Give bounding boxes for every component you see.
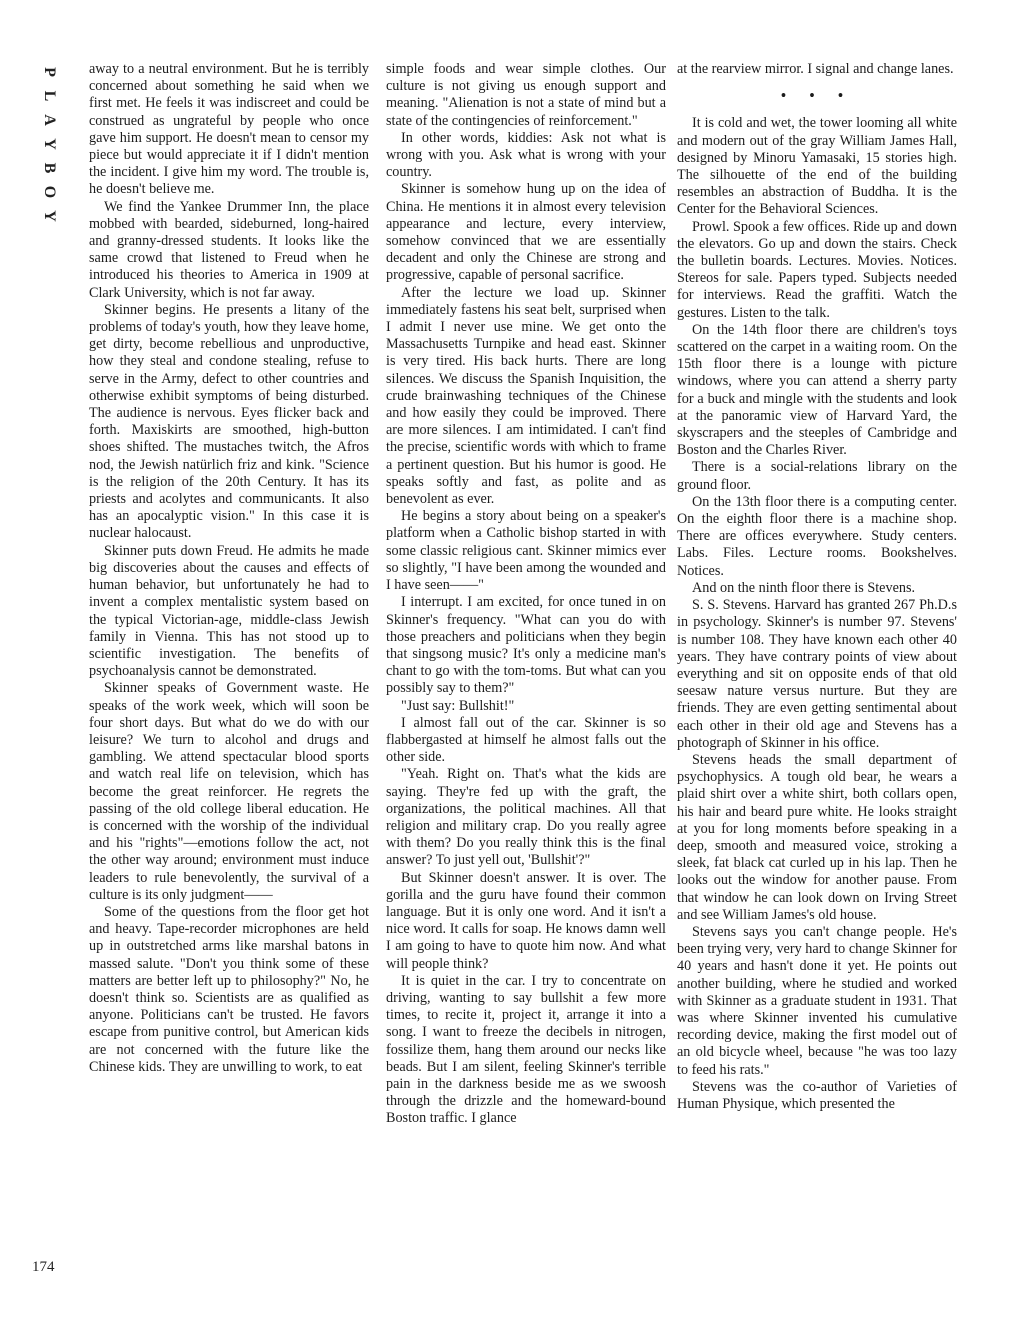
paragraph: "Just say: Bullshit!" <box>401 697 515 714</box>
paragraph: "Yeah. Right on. That's what the kids are saying. They're fed up with the graft, the organizations, the political machines. All that religion and military crap. Do you really agree with them? Do you really think this is the final answer? To just yell out, 'Bullshit'?" <box>386 766 666 869</box>
text-column-2 <box>386 61 666 1128</box>
masthead-letter: Y <box>41 210 58 222</box>
masthead-letter: L <box>41 90 58 102</box>
paragraph: There is a social-relations library on the ground floor. <box>677 459 957 493</box>
masthead-letter: Y <box>41 138 58 150</box>
text-column-1 <box>89 61 369 1076</box>
page-number: 174 <box>32 1259 55 1275</box>
paragraph: Skinner speaks of Government waste. He speaks of the work week, which will soon be four short days. But what do we do with our leisure? We turn to alcohol and drugs and gambling. We attend spectacular blood sports and watch real life on television, which has become the great reinforcer. He regrets the passing of the old college liberal education. He is concerned with the worship of the individual and his "rights"—emotions follow the act, not the other way around; environment must induce leaders to rule benevolently, the survival of a culture is its only judgment—— <box>89 680 369 903</box>
paragraph: I interrupt. I am excited, for once tuned in on Skinner's frequency. "What can you do with those preachers and politicians when they begin that singsong music? It's only a medicine man's chant to go with the tom-toms. But what can you possibly say to them?" <box>386 594 666 697</box>
masthead-letter: O <box>41 185 58 199</box>
paragraph: simple foods and wear simple clothes. Our culture is not giving us enough support and meaning. "Alienation is not a state of mind but a state of the contingencies of reinforcement." <box>386 61 666 129</box>
paragraph: But Skinner doesn't answer. It is over. The gorilla and the guru have found their common language. But it is only one word. And it isn't a nice word. It calls for soap. He knows damn well I am going to have to quote him now. And what will people think? <box>386 869 666 972</box>
paragraph: It is cold and wet, the tower looming all white and modern out of the gray William James Hall, designed by Minoru Yamasaki, 15 stories high. The silhouette of the end of the building resembles an abstraction of Buddha. It is the Center for the Behavioral Sciences. <box>677 115 957 218</box>
masthead-letter: A <box>41 114 58 126</box>
paragraph: at the rearview mirror. I signal and change lanes. <box>677 61 954 77</box>
paragraph: It is quiet in the car. I try to concentrate on driving, wanting to say bullshit a few more times, to recite it, project it, arrange it into a song. I want to freeze the decibels in nitrogen, fossilize them, hang them around our necks like beads. But I am silent, feeling Skinner's terrible pain in the darkness beside me as we swoosh through the drizzle and the homeward-bound Boston traffic. I glance <box>386 972 666 1127</box>
paragraph: Skinner puts down Freud. He admits he made big discoveries about the causes and effects of human behavior, but unfortunately he had to invent a complex mentalistic system based on the typical Victorian-age, middle-class Jewish family in Vienna. This has not stood up to scientific investigation. The benefits of psychoanalysis cannot be demonstrated. <box>89 542 369 680</box>
paragraph: After the lecture we load up. Skinner immediately fastens his seat belt, surprised when I admit I never use mine. We get onto the Massachusetts Turnpike and head east. Skinner is very tired. His back hurts. There are long silences. We discuss the Spanish Inquisition, the crude brainwashing techniques of the Chinese and how easily they could be improved. There are more silences. I am intimidated. I can't find the precise, scientific words with which to frame a pertinent question. But his humor is good. He speaks softly and fast, as polite and as benevolent as ever. <box>386 284 666 508</box>
magazine-masthead <box>36 60 62 228</box>
paragraph: away to a neutral environment. But he is terribly concerned about something he said when we first met. He feels it was indiscreet and could be construed as ungrateful by people who once gave him support. He doesn't mean to censor my piece but would appreciate it if I didn't mention the incident. I give him my word. The trouble is, he doesn't believe me. <box>89 61 369 198</box>
paragraph: I almost fall out of the car. Skinner is so flabbergasted at himself he almost falls out the other side. <box>386 714 666 766</box>
paragraph: Stevens says you can't change people. He's been trying very, very hard to change Skinner for 40 years and hasn't done it yet. He points out another building, where he studied and worked with Skinner as a graduate student in 1931. That was where Skinner invented his cumulative recording device, making the first model out of an old bicycle wheel, because "he was too lazy to feed his rats." <box>677 923 957 1078</box>
paragraph: In other words, kiddies: Ask not what is wrong with you. Ask what is wrong with your country. <box>386 129 666 181</box>
paragraph: Stevens was the co-author of Varieties of Human Physique, which presented the <box>677 1078 957 1112</box>
paragraph: Stevens heads the small department of psychophysics. A tough old bear, he wears a plaid shirt over a white shirt, both collars open, his hair and beard pure white. He looks straight at you for long moments before speaking in a deep, smooth and measured voice, stroking a sleek, fat black cat curled up in his lap. Then he looks out the window for another pause. From that window he can look down on Irving Street and see William James's old house. <box>677 751 957 923</box>
paragraph: He begins a story about being on a speaker's platform when a Catholic bishop started in with some classic religious cant. Skinner mimics ever so slightly, "I have been among the wounded and I have seen——" <box>386 508 666 594</box>
paragraph: S. S. Stevens. Harvard has granted 267 Ph.D.s in psychology. Skinner's is number 97. Stevens' is number 108. They have known each other 40 years. They have contrary points of view about everything and sit on opposite ends of that old seesaw nature versus nurture. But they are friends. They are even getting sentimental about each other in their old age and Stevens has a photograph of Skinner in his office. <box>677 597 957 751</box>
paragraph: We find the Yankee Drummer Inn, the place mobbed with bearded, sideburned, long-haired and granny-dressed students. It looks like the same crowd that listened to Freud when he introduced his theories to America in 1909 at Clark University, which is not far away. <box>89 198 369 301</box>
masthead-letter: B <box>41 162 58 174</box>
section-break: • • • <box>781 88 853 105</box>
paragraph: On the 13th floor there is a computing center. On the eighth floor there is a machine shop. There are offices everywhere. Study centers. Labs. Files. Lecture rooms. Bookshelves. Notices. <box>677 493 957 579</box>
paragraph: Some of the questions from the floor get hot and heavy. Tape-recorder microphones are held up in outstretched arms like marshal batons in massed salute. "Don't you think some of these matters are better left up to philosophy?" No, he doesn't think so. Scientists are as qualified as anyone. Politicians can't be trusted. He favors escape from punitive control, but American kids are not concerned with the future like the Chinese kids. They are unwilling to work, to eat <box>89 903 369 1075</box>
paragraph: Skinner begins. He presents a litany of the problems of today's youth, how they leave home, get dirty, become rebellious and unproductive, how they steal and condone stealing, refuse to serve in the Army, defect to other countries and otherwise exhibit symptoms of being disturbed. The audience is nervous. Eyes flicker back and forth. Maxiskirts are smoothed, high-button shoes shifted. The mustaches twitch, the Afros nod, the Jewish natürlich friz and kink. "Science is the religion of the 20th Century. It has its priests and acolytes and communicants. It also has an apocalyptic vision." In this case it is nuclear halocaust. <box>89 301 369 542</box>
text-column-3 <box>677 61 957 1113</box>
paragraph: And on the ninth floor there is Stevens. <box>692 579 916 596</box>
paragraph: Skinner is somehow hung up on the idea of China. He mentions it in almost every television appearance and lecture, every interview, somehow convinced that we are essentially decadent and only the Chinese are strong and progressive, capable of personal sacrifice. <box>386 181 666 284</box>
paragraph: On the 14th floor there are children's toys scattered on the carpet in a waiting room. On the 15th floor there is a lounge with picture windows, where you can attend a sherry party for a buck and mingle with the students and look at the panoramic view of Harvard Yard, the skyscrapers and the steeples of Cambridge and Boston and the Charles River. <box>677 321 957 459</box>
paragraph: Prowl. Spook a few offices. Ride up and down the elevators. Go up and down the stairs. Check the bulletin boards. Lectures. Movies. Notices. Stereos for sale. Papers typed. Subjects needed for interviews. Read the graffiti. Watch the gestures. Listen to the talk. <box>677 218 957 321</box>
masthead-letter: P <box>41 67 58 77</box>
